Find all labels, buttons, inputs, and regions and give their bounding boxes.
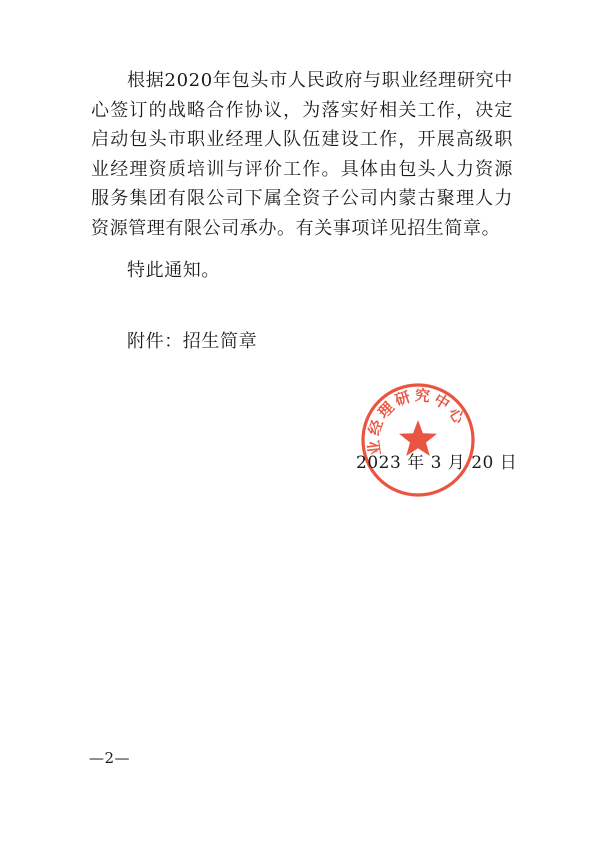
attachment-line: 附件：招生简章 bbox=[127, 331, 258, 352]
issue-date: 2023 年 3 月 20 日 bbox=[356, 453, 518, 473]
official-seal bbox=[360, 382, 476, 498]
closing-line: 特此通知。 bbox=[127, 260, 220, 281]
body-paragraph: 根据2020年包头市人民政府与职业经理研究中心签订的战略合作协议，为落实好相关工作，决定启动包头市职业经理人队伍建设工作，开展高级职业经理资质培训与评价工作。具体由包头人力资源服务集团有限公司下属全资子公司内蒙古聚理人力资源管理有限公司承办。有关事项详见招生简章。 bbox=[91, 70, 513, 239]
seal-text: 业经理研究中心 bbox=[364, 385, 470, 457]
page-number: —2— bbox=[89, 749, 131, 767]
